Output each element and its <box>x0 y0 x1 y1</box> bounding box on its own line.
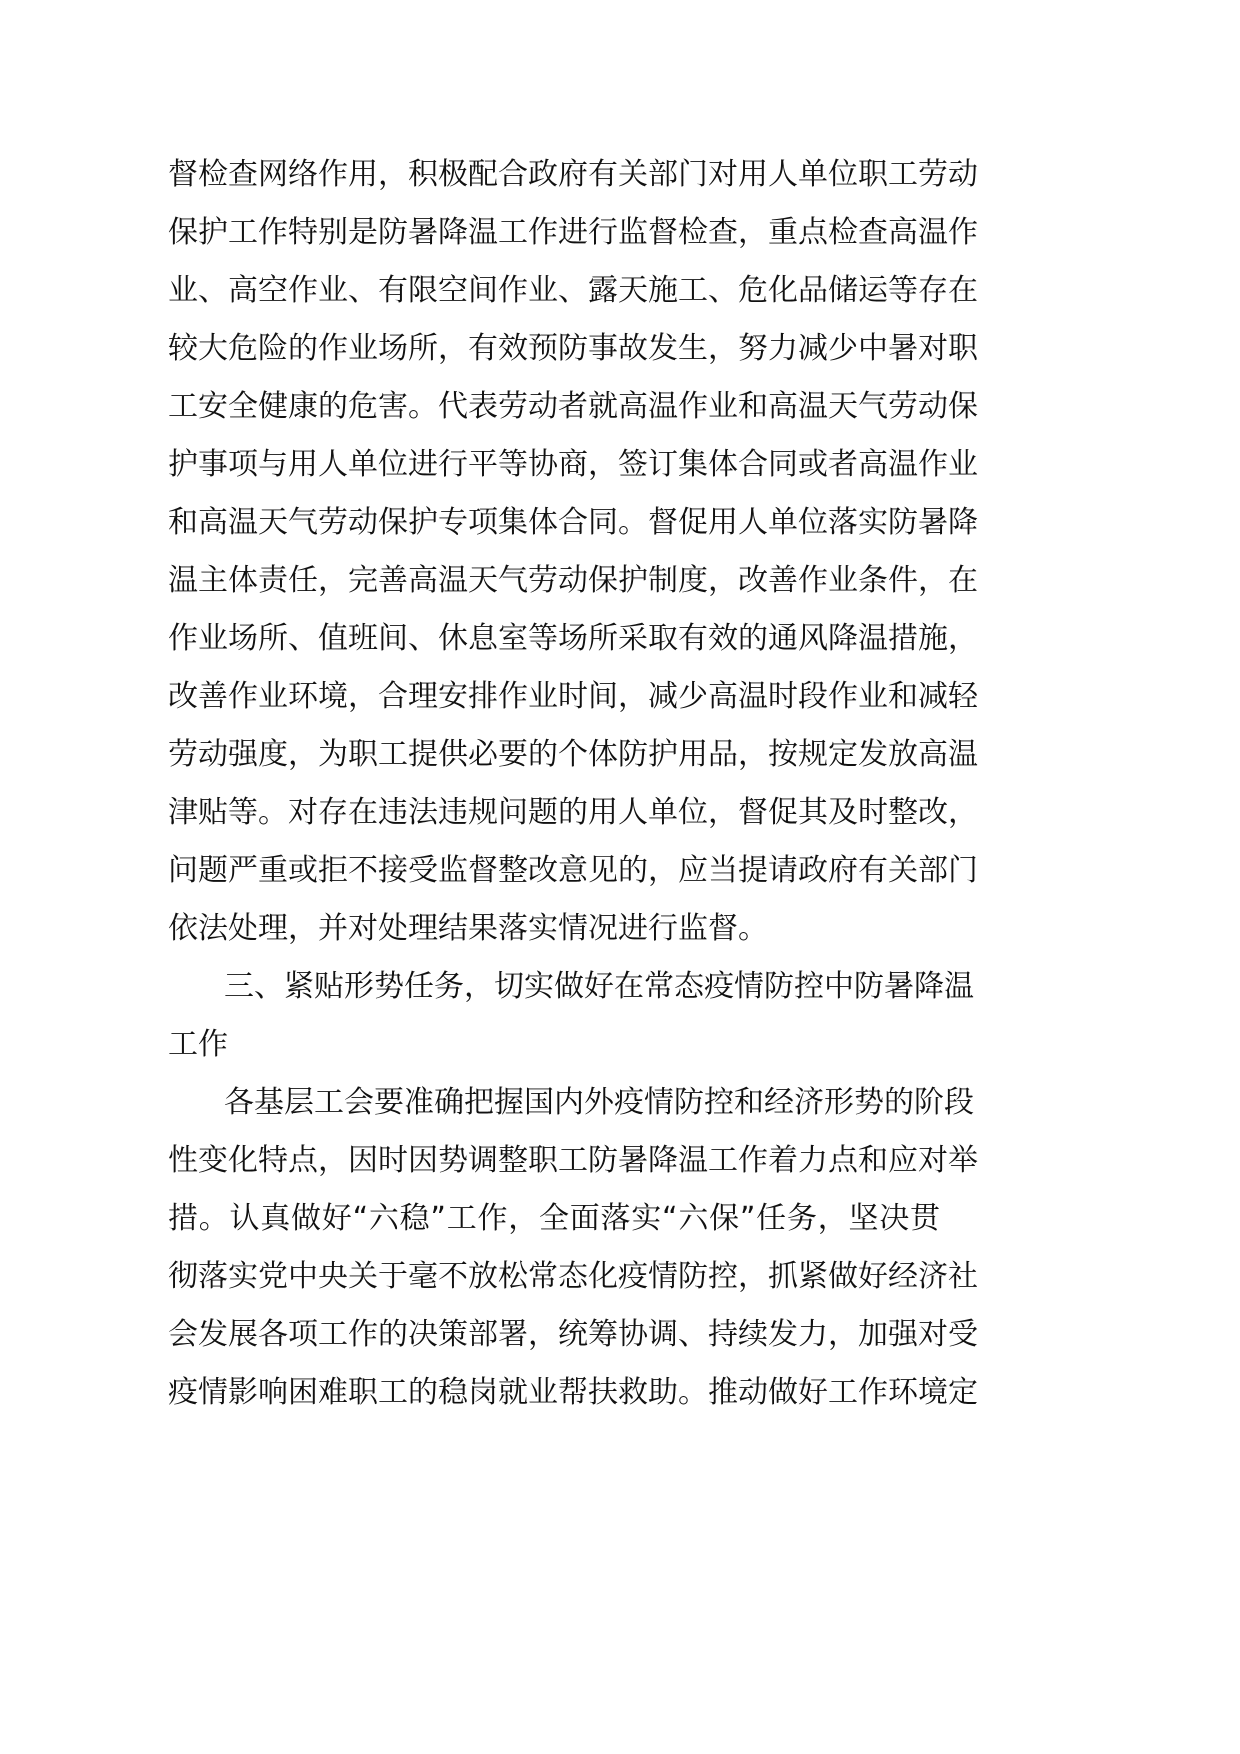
section-heading-line: 工作 <box>168 1027 228 1062</box>
body-text-line: 督检查网络作用，积极配合政府有关部门对用人单位职工劳动 <box>168 157 978 192</box>
body-text-line: 保护工作特别是防暑降温工作进行监督检查，重点检查高温作 <box>168 215 978 250</box>
body-text-line: 较大危险的作业场所，有效预防事故发生，努力减少中暑对职 <box>168 331 978 366</box>
body-text-line: 措。认真做好“六稳”工作，全面落实“六保”任务，坚决贯 <box>168 1201 940 1236</box>
paragraph-first-line: 各基层工会要准确把握国内外疫情防控和经济形势的阶段 <box>224 1085 974 1120</box>
body-text-line: 津贴等。对存在违法违规问题的用人单位，督促其及时整改， <box>168 795 978 830</box>
body-text-line: 改善作业环境，合理安排作业时间，减少高温时段作业和减轻 <box>168 679 978 714</box>
paragraph-last-line: 依法处理，并对处理结果落实情况进行监督。 <box>168 911 768 946</box>
body-text-line: 会发展各项工作的决策部署，统筹协调、持续发力，加强对受 <box>168 1317 978 1352</box>
body-text-line: 业、高空作业、有限空间作业、露天施工、危化品储运等存在 <box>168 273 978 308</box>
body-text-line: 作业场所、值班间、休息室等场所采取有效的通风降温措施， <box>168 621 978 656</box>
body-text-line: 性变化特点，因时因势调整职工防暑降温工作着力点和应对举 <box>168 1143 978 1178</box>
body-text-line: 工安全健康的危害。代表劳动者就高温作业和高温天气劳动保 <box>168 389 978 424</box>
body-text-line: 彻落实党中央关于毫不放松常态化疫情防控，抓紧做好经济社 <box>168 1259 978 1294</box>
body-text-line: 问题严重或拒不接受监督整改意见的，应当提请政府有关部门 <box>168 853 978 888</box>
section-heading-line: 三、紧贴形势任务，切实做好在常态疫情防控中防暑降温 <box>224 969 974 1004</box>
body-text-line: 劳动强度，为职工提供必要的个体防护用品，按规定发放高温 <box>168 737 978 772</box>
body-text-line: 护事项与用人单位进行平等协商，签订集体合同或者高温作业 <box>168 447 978 482</box>
body-text-line: 和高温天气劳动保护专项集体合同。督促用人单位落实防暑降 <box>168 505 978 540</box>
body-text-line: 温主体责任，完善高温天气劳动保护制度，改善作业条件，在 <box>168 563 978 598</box>
body-text-line: 疫情影响困难职工的稳岗就业帮扶救助。推动做好工作环境定 <box>168 1375 978 1410</box>
